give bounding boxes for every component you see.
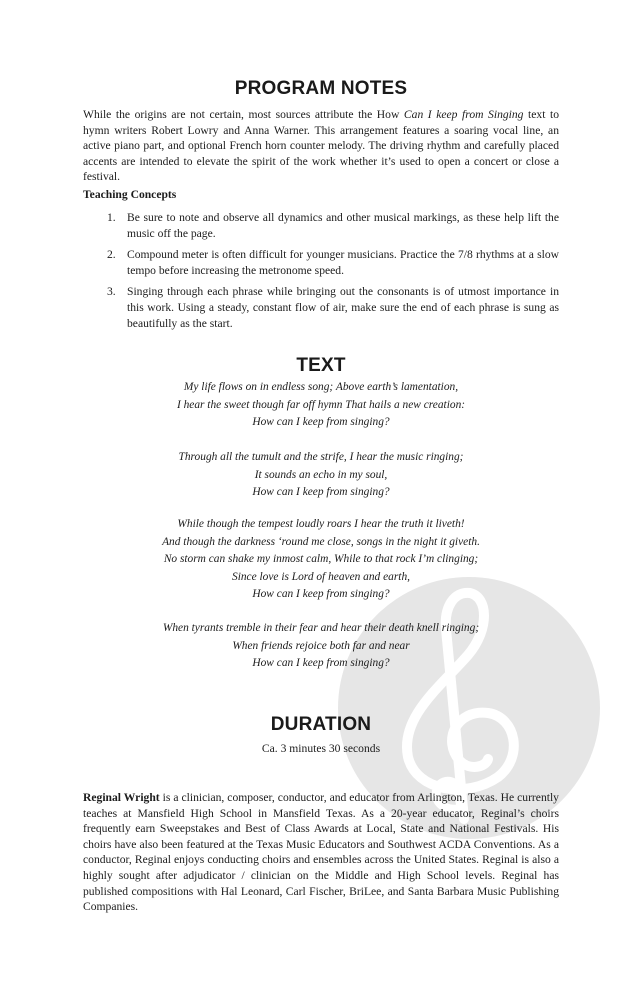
list-number: 2. (107, 248, 116, 262)
lyric-line: It sounds an echo in my soul, (254, 468, 388, 481)
teaching-concepts-list (83, 210, 559, 331)
lyrics-stanza (83, 379, 559, 432)
lyric-line: Since love is Lord of heaven and earth, (232, 570, 410, 583)
lyrics-stanza (83, 449, 559, 502)
list-item-text: Compound meter is often difficult for younger musicians. Practice the 7/8 rhythms at a slow tempo before increasing the metronome speed. (127, 248, 559, 277)
lyric-line: And though the darkness ‘round me close, songs in the night it giveth. (162, 535, 480, 548)
lyric-line: When tyrants tremble in their fear and hear their death knell ringing; (162, 622, 480, 634)
teaching-concept-item (83, 247, 559, 278)
program-notes-heading: PROGRAM NOTES (234, 78, 408, 99)
duration-text: Ca. 3 minutes 30 seconds (261, 742, 381, 755)
lyrics-stanza (83, 620, 559, 673)
text-heading: TEXT (296, 355, 346, 376)
list-number: 1. (107, 211, 116, 224)
program-notes-paragraph: While the origins are not certain, most sources attribute the How Can I keep from Singing text to hymn writers Robert Lowry and Anna Warner. This arrangement features a soaring vocal line, an active piano part, and optional French horn counter melody. The driving rhythm and carefully placed accents are intended to elevate the spirit of the work whether it’s used to open a concert or close a festival. (83, 108, 560, 184)
lyric-line: Through all the tumult and the strife, I hear the music ringing; (178, 451, 464, 463)
lyrics-stanza (83, 516, 559, 604)
lyric-line: How can I keep from singing? (252, 657, 390, 670)
teaching-concept-item (83, 210, 559, 241)
song-title: Can I keep from Singing (403, 108, 524, 121)
lyric-line: While though the tempest loudly roars I hear the truth it liveth! (177, 518, 465, 530)
list-item-text: Singing through each phrase while bringing out the consonants is of utmost importance in this work. Using a steady, constant flow of air, make sure the end of each phrase is sung as beautifully as the start. (127, 285, 559, 330)
duration-heading: DURATION (270, 714, 372, 735)
list-item-text: Be sure to note and observe all dynamics and other musical markings, as these help lift the music off the page. (127, 211, 559, 240)
list-number: 3. (107, 285, 116, 299)
composer-name: Reginal Wright (83, 791, 160, 804)
lyric-line: How can I keep from singing? (252, 416, 390, 429)
lyric-line: How can I keep from singing? (252, 486, 390, 499)
lyric-line: My life flows on in endless song; Above earth’s lamentation, (183, 381, 459, 393)
composer-bio: Reginal Wright is a clinician, composer, conductor, and educator from Arlington, Texas. He currently teaches at Mansfield High School in Mansfield Texas. As a 20-year educator, Reginal’s choirs frequently earn Sweepstakes and Best of Class Awards at Local, State and National Festivals. His choirs have also been featured at the Texas Music Educators and Southwest ACDA Conventions. As a conductor, Reginal enjoys conducting choirs and ensembles across the United States. Reginal is also a highly sought after adjudicator / clinician on the Middle and High School levels. Reginal has published compositions with Hal Leonard, Carl Fischer, BriLee, and Santa Barbara Music Publishing Companies. (83, 791, 559, 914)
lyric-line: No storm can shake my inmost calm, While to that rock I’m clinging; (163, 553, 479, 566)
lyric-line: I hear the sweet though far off hymn That hails a new creation: (176, 398, 466, 411)
teaching-concepts-heading: Teaching Concepts (83, 188, 177, 201)
lyric-line: How can I keep from singing? (252, 588, 390, 601)
lyric-line: When friends rejoice both far and near (232, 639, 410, 652)
teaching-concept-item (83, 284, 559, 331)
